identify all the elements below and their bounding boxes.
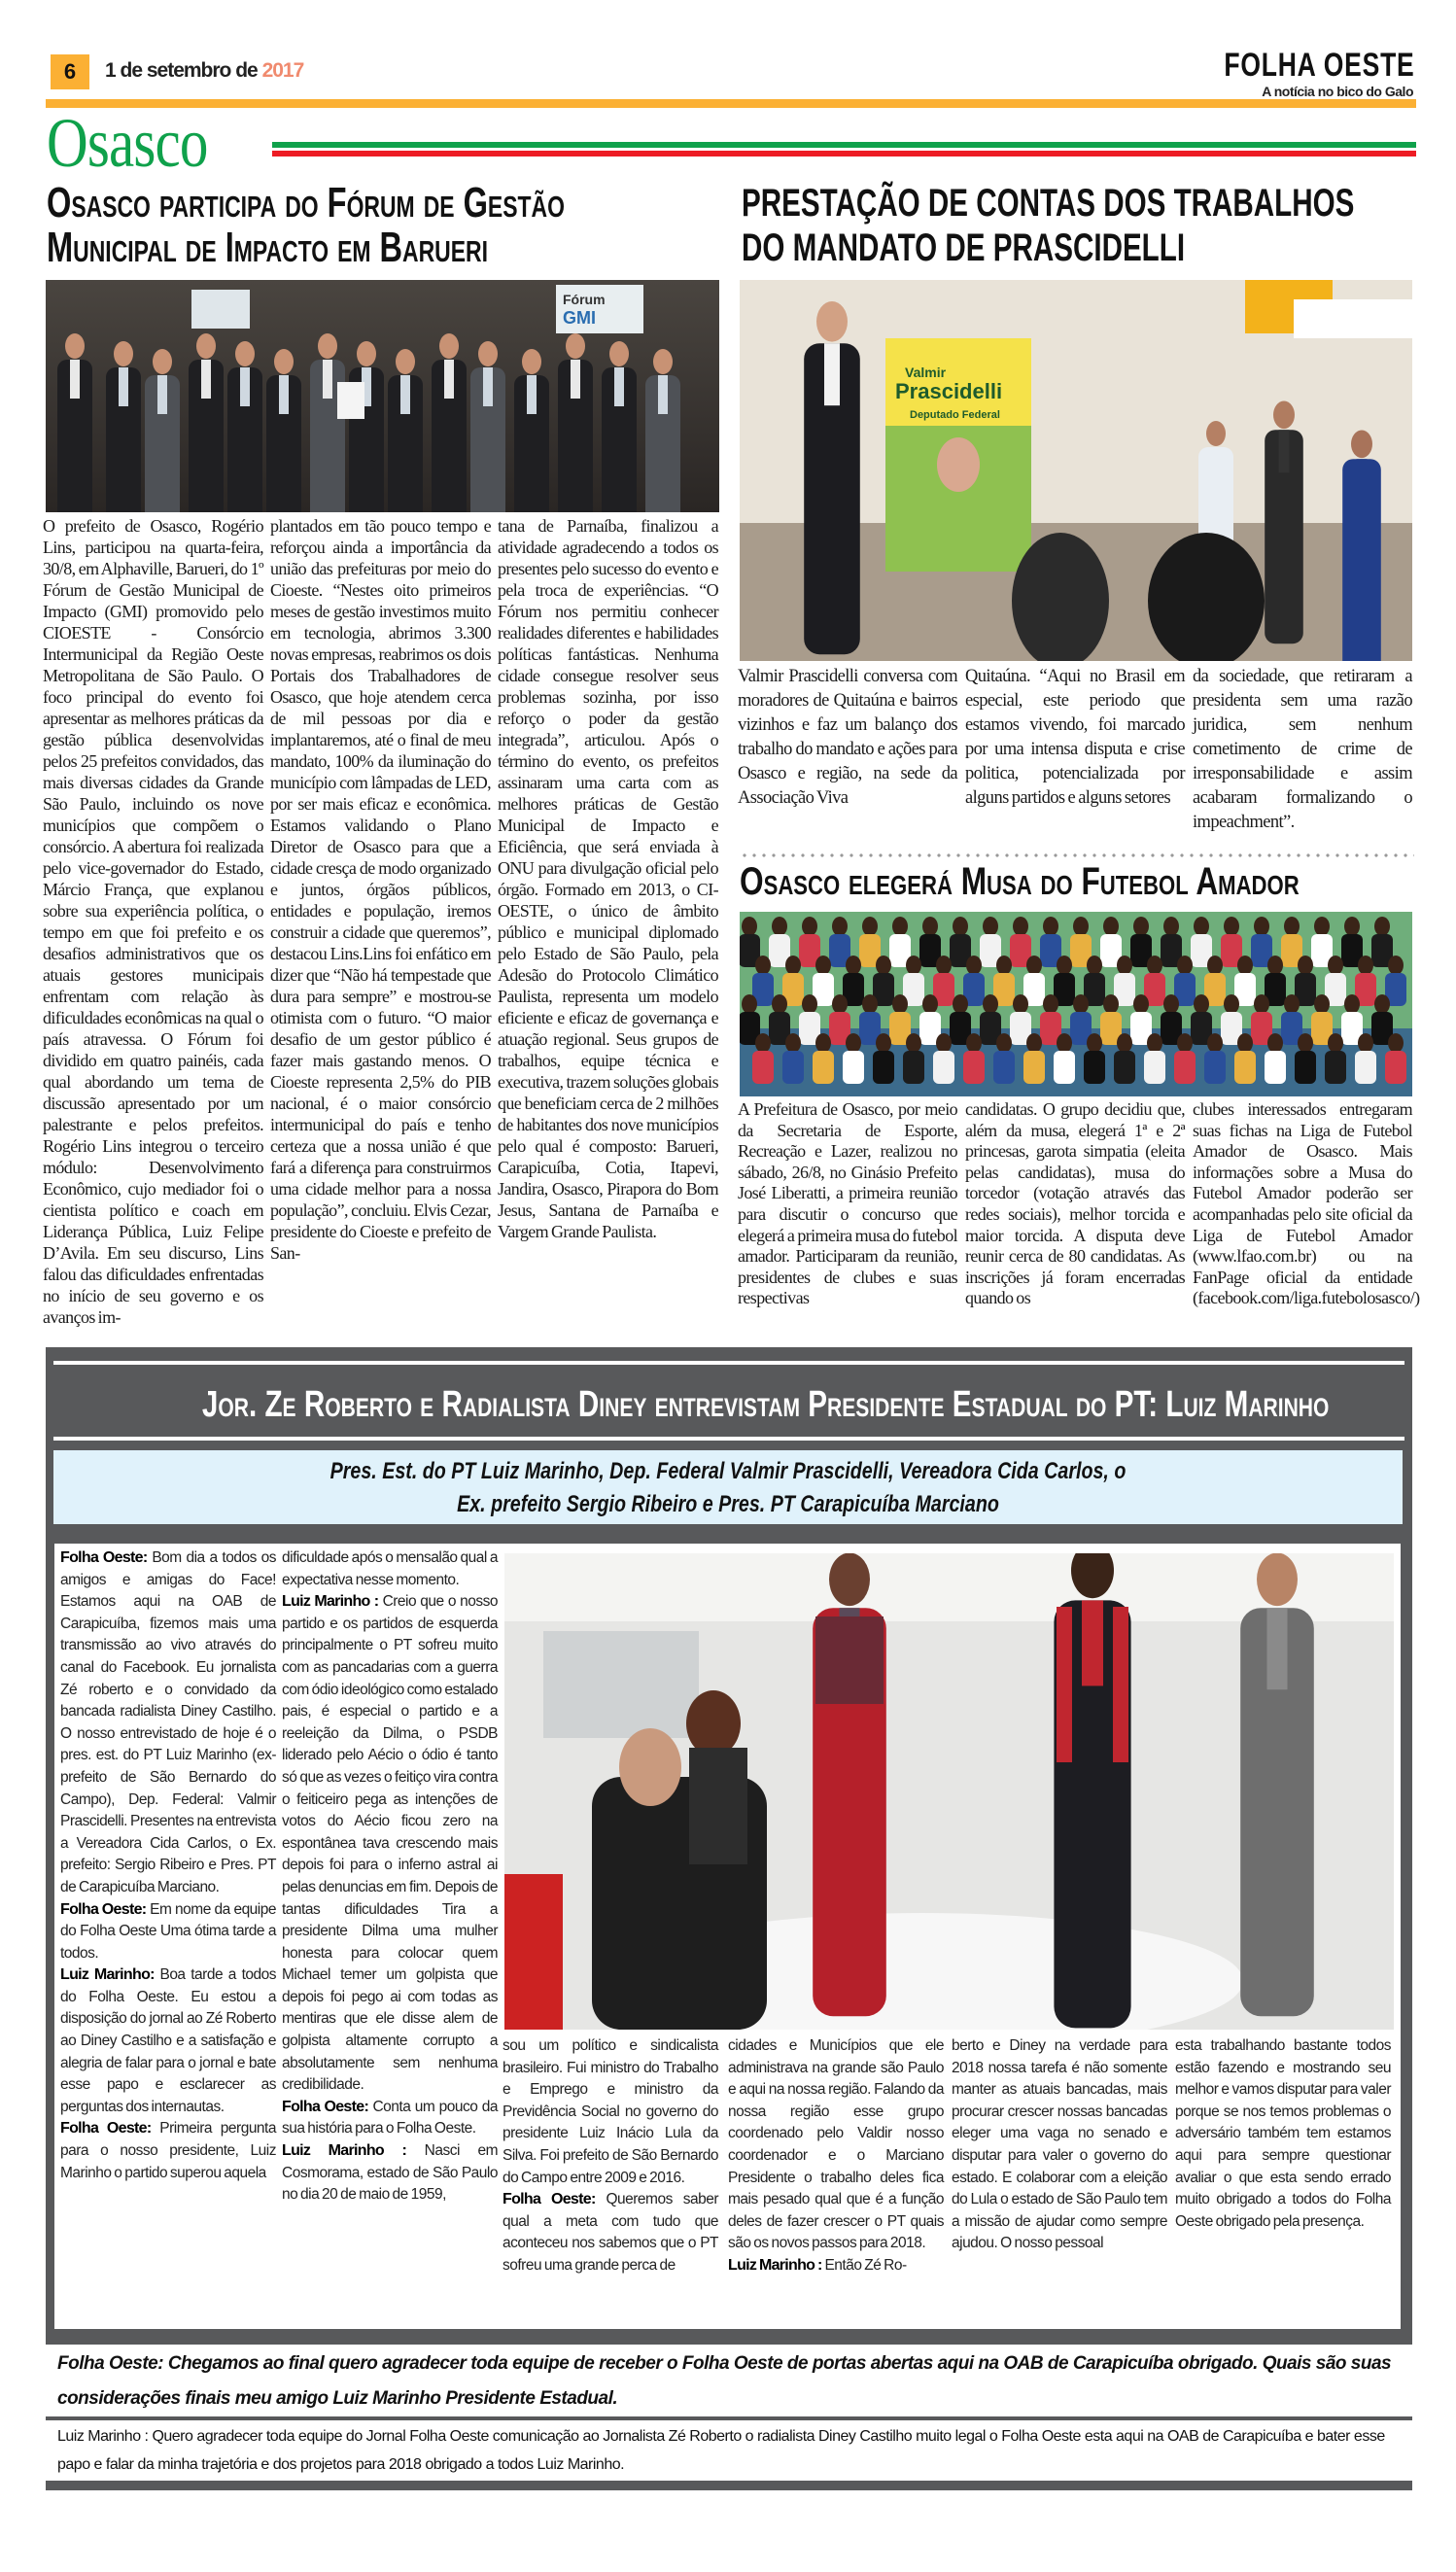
person-shirt [1279,430,1290,472]
interview-paragraph [503,2035,718,2189]
headline-line: Osasco participa do Fórum de Gestão [47,179,565,226]
person-head [1284,994,1300,1014]
final-question: Folha Oeste: Chegamos ao final quero agradecer toda equipe de receber o Folha Oeste de portas abertas aqui na OAB de Carapicuíba obrigado. Quais são suas considerações finais meu amigo Luiz Marinho Presidente Estadual. [46,2345,1412,2418]
person-head [1163,994,1179,1014]
person-head [1237,1033,1253,1053]
person-head [829,1553,870,1606]
subtitle-line: Pres. Est. do PT Luiz Marinho, Dep. Federal Valmir Prascidelli, Vereadora Cida Carlos, o [329,1458,1127,1484]
person-figure [1204,1051,1226,1084]
person-figure [963,1051,985,1084]
person-head [1163,917,1179,936]
interview-paragraph [60,1964,276,2118]
person-shirt [400,375,410,414]
person-head [832,917,848,936]
person-head [1344,917,1360,936]
article-headline [47,181,565,270]
person-shirt [201,360,211,399]
person-head [1224,994,1239,1014]
speaker-label: Luiz Marinho : [728,2256,822,2274]
speech-text: Bom dia a todos os amigos e amigas do Face! Estamos aqui na OAB de Carapicuíba, fizemos mais uma transmissão ao vivo através do canal do Facebook. Eu jornalista Zé roberto e o convidado da bancada radialista Diney Castilho. O nosso entrevistado de hoje é o pres. est. do PT Luiz Marinho (ex-prefeito de São Bernardo do Campo), Dep. Federal: Valmir Prascidelli. Presentes na entrevista a Vereadora Cida Carlos, o Ex. prefeito: Sergio Ribeiro e Pres. PT de Carapicuíba Marciano. [60,1549,276,1895]
interview-paragraph [1175,2035,1391,2233]
title-rule-top [53,1361,1404,1365]
speaker-label: Folha Oeste: [60,1900,147,1918]
person-head [1013,917,1028,936]
person-head [862,917,878,936]
speech-text: esta trabalhando bastante todos estão fazendo e mostrando seu melhor e vamos disputar para valer porque se nos temos problemas o adversário também tem estamos aqui para sempre questionar avaliar o que esta sendo errado muito obrigado a todos do Folha Oeste obrigado pela presença. [1175,2037,1391,2230]
person-head [936,956,952,975]
date-year: 2017 [261,59,304,82]
person-head [1207,1033,1223,1053]
person-head [1358,956,1373,975]
person-head [1257,1553,1298,1606]
person-shirt [1357,459,1368,502]
person-shirt [614,367,624,406]
speaker-label: Folha Oeste: [282,2098,369,2115]
article-headline [742,181,1354,270]
person-head [686,1690,741,1756]
person-head [196,333,216,359]
person-head [966,1033,982,1053]
person-head [846,1033,861,1053]
person-figure [903,1051,924,1084]
banner-text: Valmir [905,365,947,380]
interview-column [728,2035,944,2277]
person-shirt [70,360,80,399]
article-column: clubes interessados entregaram suas fichas na Liga de Futebol Amador de Osasco. Mais informações sobre a Musa do Futebol Amador poderão ser acompanhadas pelo site oficial da Liga de Futebol Amador (www.lfao.com.br) ou na FanPage oficial da entidade (facebook.com/liga.futebolosasco/) [1193,1099,1420,1308]
person-head [936,1033,952,1053]
interview-paragraph [60,2118,276,2184]
interview-subtitle [53,1450,1403,1524]
title-rule-bottom [53,1437,1404,1441]
speech-text: Primeira pergunta para o nosso presidente, Luiz Marinho o partido superou aquela [60,2120,276,2181]
person-head [772,994,787,1014]
person-head [815,1033,831,1053]
person-head [1194,994,1209,1014]
person-shirt [119,367,128,406]
person-head [619,1728,681,1806]
interview-paragraph [503,2189,718,2277]
person-head [1267,956,1283,975]
person-head [876,956,891,975]
person-figure [933,1051,954,1084]
person-shirt [824,343,840,405]
article-column: candidatas. O grupo decidiu que, além da musa, elegerá 1ª e 2ª princesas, garota simpatia (eleita pelas candidatas), musa do torcedor (votação através das redes sociais), melhor torcida e maior torcida. A disputa deve reunir cerca de 80 candidatas. As inscrições já foram encerradas quando os [965,1099,1185,1308]
speech-text: cidades e Municípios que ele administrava na grande são Paulo e aqui na nossa região. Falando da nossa região esse grupo coordenado pelo Valdir nosso coordenador e o Marciano Presidente o trabalho deles fica mais pesado qual que é a função deles de fazer crescer o PT quais são os novos passos para 2018. [728,2037,944,2252]
banner [191,290,250,329]
person-figure [1023,1051,1045,1084]
speech-text: dificuldade após o mensalão qual a expectativa nesse momento. [282,1549,498,1588]
person-head [439,333,459,359]
person-head [742,994,757,1014]
speech-text: Queremos saber qual a meta com tudo que aconteceu nos sabemos que o PT sofreu uma grande perca de [503,2191,718,2274]
person-head [1147,956,1162,975]
person-head [892,917,908,936]
article-column: tana de Parnaíba, finalizou a atividade agradecendo a todos os presentes pelo sucesso do evento e pela troca de experiências. “O Fórum nos permitiu conhecer realidades diferentes e habilidades políticas fantásticas. Nenhuma cidade consegue resolver seus problemas sozinha, por isso reforço o poder da gestão integrada”, articulou. Após o término do evento, os prefeitos assinaram uma carta com as melhores práticas de Gestão Municipal de Impacto e Eficiência, que será enviada à ONU para divulgação oficial pelo órgão. Formado em 2013, o CI-OESTE, o único de âmbito público e municipal diplomado pelo Estado de São Paulo, pela Adesão do Protocolo Climático Paulista, representa um modelo eficiente e eficaz de governança e atuação regional. Seus grupos de trabalhos, equipe técnica e executiva, trazem soluções globais que beneficiam cerca de 2 milhões de habitantes dos nove municípios pelo qual é composto: Barueri, Carapicuíba, Cotia, Itapevi, Jandira, Osasco, Pirapora do Bom Jesus, Santana de Parnaíba e Vargem Grande Paulista. [498,516,718,1241]
person-figure [752,1051,774,1084]
speaker-label: Luiz Marinho: [60,1966,155,1984]
person-figure [993,1051,1015,1084]
speech-text: Boa tarde a todos do Folha Oeste. Eu estou a disposição do jornal ao Zé Roberto ao Diney Castilho e a satisfação e alegria de falar para o jornal e bate esse papo e esclarecer as perguntas dos internautas. [60,1966,277,2115]
date-prefix: 1 de setembro de [105,59,262,82]
person-head [906,1033,921,1053]
person-head [653,349,673,374]
headline-line: DO MANDATO DE PRASCIDELLI [742,226,1186,269]
person-head [1358,1033,1373,1053]
person-head [1133,994,1149,1014]
article-photo-prascidelli [740,280,1412,661]
article-headline: Osasco elegerá Musa do Futebol Amador [740,860,1300,903]
person-head [1328,1033,1343,1053]
issue-date [105,59,303,83]
person-head [1043,917,1058,936]
person-head [274,349,294,374]
person-figure [1355,1051,1376,1084]
person-head [1133,917,1149,936]
person-head [235,341,255,366]
interview-paragraph [282,2140,498,2207]
person-figure [1325,1051,1346,1084]
person-figure [1265,1051,1286,1084]
person-shirt [1267,1608,1288,1689]
header-divider [46,99,1416,108]
person-figure [782,1051,804,1084]
person-head [1117,1033,1132,1053]
headline-line: Municipal de Impacto em Barueri [47,224,489,271]
person-head [1073,994,1089,1014]
interview-column [282,1547,498,2207]
person-head [983,917,998,936]
person-head [1087,1033,1102,1053]
person-head [1314,917,1330,936]
interview-column [952,2035,1167,2255]
person-head [966,956,982,975]
person-head [846,956,861,975]
interview-column [1175,2035,1391,2233]
interview-box [46,1347,1412,2490]
person-head [755,1033,771,1053]
person-shirt [1082,1600,1103,1686]
person-head [1237,956,1253,975]
person-head [1388,1033,1404,1053]
interview-paragraph [728,2035,944,2255]
person-shirt [527,375,537,414]
person-head [1328,956,1343,975]
person-head [1298,1033,1313,1053]
article-column: da sociedade, que retiraram a presidenta sem uma razão juridica, sem nenhum cometimento de crime de irresponsabilidade e assim acabaram formalizando o impeachment”. [1193,667,1412,832]
interview-column [60,1547,276,2184]
person-head [922,994,938,1014]
person-figure [1385,1051,1406,1084]
person-head [1177,1033,1193,1053]
person-head [953,994,968,1014]
person-head [1177,956,1193,975]
person-head [609,341,629,366]
person-figure [1234,1051,1256,1084]
speaker-label: Folha Oeste: [60,2120,152,2138]
speaker-label: Folha Oeste: [503,2191,596,2208]
person-head [785,1033,801,1053]
person-shirt [658,375,668,414]
jacket-stripe [1113,1607,1128,1762]
person-head [1351,431,1372,459]
interview-paragraph [60,1547,276,1899]
person-head [802,917,817,936]
person-head [114,341,133,366]
person-head [892,994,908,1014]
section-title: Osasco [47,104,208,182]
window [543,1631,699,1738]
person-head [815,956,831,975]
person-head [318,333,337,359]
interview-paragraph [952,2035,1167,2255]
speaker-label: Luiz Marinho : [282,1593,379,1611]
person-head [1298,956,1313,975]
interview-photo [504,1553,1394,2030]
person-head [1103,994,1119,1014]
section-red-rule [272,151,1416,156]
article-column: Quitaúna. “Aqui no Brasil em especial, este periodo que estamos vivendo, foi marcado por uma intensa disputa e crise politica, potencializada por alguns partidos e alguns setores [965,667,1185,808]
interview-paragraph [282,1547,498,1591]
article-photo-musas [740,912,1412,1096]
person-figure [873,1051,894,1084]
speech-text: Conta um pouco da sua história para o Folha Oeste. [282,2098,498,2138]
person-figure [1084,1051,1105,1084]
person-head [1057,956,1072,975]
jacket-stripe [1057,1607,1072,1762]
speaker-label: Luiz Marinho : [282,2142,407,2160]
person-head [1043,994,1058,1014]
person-shirt [444,360,454,399]
person-figure [813,1051,834,1084]
person-shirt [323,360,332,399]
person-head [832,994,848,1014]
person-head [1194,917,1209,936]
person-head [983,994,998,1014]
person-head [1207,956,1223,975]
interview-content [54,1544,1401,2329]
person-head [1073,917,1089,936]
person-head [816,301,848,342]
person-shirt [571,360,580,399]
headline-line: PRESTAÇÃO DE CONTAS DOS TRABALHOS [742,182,1355,225]
sign [1294,299,1412,338]
certificate [337,382,364,419]
person-head [1224,917,1239,936]
article-column: O prefeito de Osasco, Rogério Lins, participou na quarta-feira, 30/8, em Alphaville, Barueri, do 1º Fórum de Gestão Municipal de Impacto (GMI) promovido pelo CIOESTE - Consórcio Intermunicipal da Região Oeste Metropolitana de São Paulo. O foco principal do evento foi apresentar as melhores práticas da gestão pública desenvolvidas pelos 25 prefeitos convidados, das mais diversas cidades da Grande São Paulo, incluindo os nove municípios que compõem o consórcio. A abertura foi realizada pelo vice-governador do Estado, Márcio França, que explanou sobre sua experiência política, o tempo em que foi prefeito e os desafios administrativos que os atuais gestores municipais enfrentam com relação às dificuldades econômicas na qual o país atravessa. O Fórum foi dividido em quatro painéis, cada qual abordando um tema de discussão apresentado por um palestrante e pelos prefeitos. Rogério Lins integrou o terceiro módulo: Desenvolvimento Econômico, cujo mediador foi o cientista político e coach em Liderança Pública, Luiz Felipe D’Avila. Em seu discurso, Lins falou das dificuldades enfrentadas no início de seu governo e os avanços im- [43,516,263,1327]
speech-text: Nasci em Cosmorama, estado de São Paulo no dia 20 de maio de 1959, [282,2142,498,2204]
speaker-label: Folha Oeste: [60,1549,148,1566]
person-figure [1054,1051,1075,1084]
person-head [1147,1033,1162,1053]
person-head [478,341,498,366]
person-figure [843,1051,864,1084]
person-head [1273,401,1295,430]
person-figure [1295,1051,1316,1084]
chair [504,1874,563,2030]
speech-text: Em nome da equipe do Folha Oeste Uma ótima tarde a todos. [60,1900,276,1962]
interview-title: Jor. Ze Roberto e Radialista Diney entrevistam Presidente Estadual do PT: Luiz Marinho [201,1384,1330,1425]
article-column: A Prefeitura de Osasco, por meio da Secretaria de Esporte, Recreação e Lazer, realizou no sábado, 26/8, no Ginásio Prefeito José Liberatti, a primeira reunião para discutir o concurso que elegerá a primeira musa do futebol amador. Participaram da reunião, presidentes de clubes e suas respectivas [738,1099,957,1308]
person-head [1026,1033,1042,1053]
person-figure [689,1748,747,1864]
person-head [1117,956,1132,975]
interview-paragraph [728,2255,944,2277]
person-shirt [279,375,289,414]
masthead: FOLHA OESTE [1224,47,1415,84]
person-head [1284,917,1300,936]
person-head [772,917,787,936]
banner-text: Deputado Federal [910,409,1000,421]
person-head [1103,917,1119,936]
banner-text: Prascidelli [895,379,1003,403]
person-head [1374,917,1390,936]
person-head [953,917,968,936]
person-head [862,994,878,1014]
interview-paragraph [282,2097,498,2140]
person-head [153,349,172,374]
subtitle-line: Ex. prefeito Sergio Ribeiro e Pres. PT Carapicuíba Marciano [457,1491,999,1517]
person-head [1026,956,1042,975]
banner-portrait [937,437,980,492]
person-figure [1174,1051,1196,1084]
person-head [1254,994,1269,1014]
person-shirt [1211,447,1221,486]
speech-text: Então Zé Ro- [821,2256,907,2274]
article-column: plantados em tão pouco tempo e reforçou ainda a importância da união das prefeituras por meio do Cioeste. “Nestes oito primeiros meses de gestão investimos muito em tecnologia, abrimos 3.300 novas empresas, reabrimos os dois Portais dos Trabalhadores de Osasco, que hoje atendem cerca de mil pessoas por dia e implantaremos, até o final de meu mandato, 100% da iluminação do município com lâmpadas de LED, por ser mais eficaz e econômica. Estamos validando o Plano Diretor de Osasco para que a cidade cresça de modo organizado e juntos, órgãos públicos, entidades e população, iremos construir a cidade que queremos”, destacou Lins.Lins foi enfático em dizer que “Não há tempestade que dura para sempre” e mostrou-se otimista com o futuro. “O maior desafio de um gestor público é fazer mais gastando menos. O Cioeste representa 2,5% do PIB nacional, é o maior consórcio intermunicipal do país e tenho certeza que a nossa união é que fará a diferença para construirmos uma cidade melhor para a nossa população”, concluiu. Elvis Cezar, presidente do Cioeste e prefeito de San- [270,516,491,1263]
tagline: A notícia no bico do Galo [1262,84,1413,99]
speech-text: sou um político e sindicalista brasileiro. Fui ministro do Trabalho e Emprego e ministro da Previdência Social no governo do presidente Luiz Inácio Lula da Silva. Foi prefeito de São Bernardo do Campo entre 2009 e 2016. [503,2037,718,2186]
person-head [785,956,801,975]
article-column: Valmir Prascidelli conversa com moradores de Quitaúna e bairros vizinhos e faz um balanço dos trabalho do mandato e ações para Osasco e região, na sede da Associação Viva [738,667,957,808]
sweater-pattern [815,1616,884,1704]
person-head [1087,956,1102,975]
person-head [65,333,85,359]
person-head [566,333,585,359]
banner-text: GMI [563,308,596,328]
person-shirt [157,375,167,414]
interview-paragraph [60,1899,276,1965]
person-head [802,994,817,1014]
person-shirt [483,367,493,406]
final-answer: Luiz Marinho : Quero agradecer toda equipe do Jornal Folha Oeste comunicação ao Jornalista Zé Roberto o radialista Diney Castilho muito legal o Folha Oeste esta aqui na OAB de Carapicuíba e bater esse papo e falar da minha trajetória e dos projetos para 2018 obrigado a todos Luiz Marinho. [46,2420,1412,2481]
banner-text: Fórum [563,292,606,307]
person-head [1374,994,1390,1014]
person-shirt [240,367,250,406]
person-head [1344,994,1360,1014]
person-head [1314,994,1330,1014]
person-head [906,956,921,975]
person-head [522,349,541,374]
person-head [1267,1033,1283,1053]
dotted-divider [740,853,1414,857]
interview-paragraph [282,1591,498,2097]
page-number: 6 [51,54,89,89]
person-head [755,956,771,975]
section-green-rule [272,142,1416,148]
person-head [742,917,757,936]
person-head [1388,956,1404,975]
person-head [876,1033,891,1053]
person-head [1013,994,1028,1014]
person-head [996,1033,1012,1053]
person-head [922,917,938,936]
person-head [1254,917,1269,936]
person-head [357,341,376,366]
person-head [396,349,415,374]
article-photo-forum [46,280,719,512]
person-head [1206,421,1226,446]
speech-text: berto e Diney na verdade para 2018 nossa tarefa é não somente manter as atuais bancadas, mais procurar crescer nossas bancadas eleger uma vaga no senado e disputar para valer o governo do estado. E colaborar com a eleição do Lula o estado de São Paulo tem a missão de ajudar como sempre ajudou. O nosso pessoal [952,2037,1167,2252]
person-figure [1114,1051,1135,1084]
person-figure [1144,1051,1165,1084]
interview-column [503,2035,718,2277]
speech-text: Creio que o nosso partido e os partidos de esquerda principalmente o PT sofreu muito com as pancadarias com a guerra com ódio ideológico como estalado pais, é especial o partido e a reeleição da Dilma, o PSDB liderado pelo Aécio o ódio é tanto só que as vezes o feitiço vira contra o feiticeiro pega as intenções de votos do Aécio ficou zero na espontânea tava crescendo mais depois foi para o inferno astral ai pelas denuncias em fim. Depois de tantas dificuldades Tira a presidente Dilma uma mulher honesta para colocar quem Michael temer um golpista que depois foi pego ai com todas as mentiras que ele disse alem de golpista altamente corrupto a absolutamente sem nenhuma credibilidade. [282,1593,498,2094]
person-head [1057,1033,1072,1053]
person-head [996,956,1012,975]
